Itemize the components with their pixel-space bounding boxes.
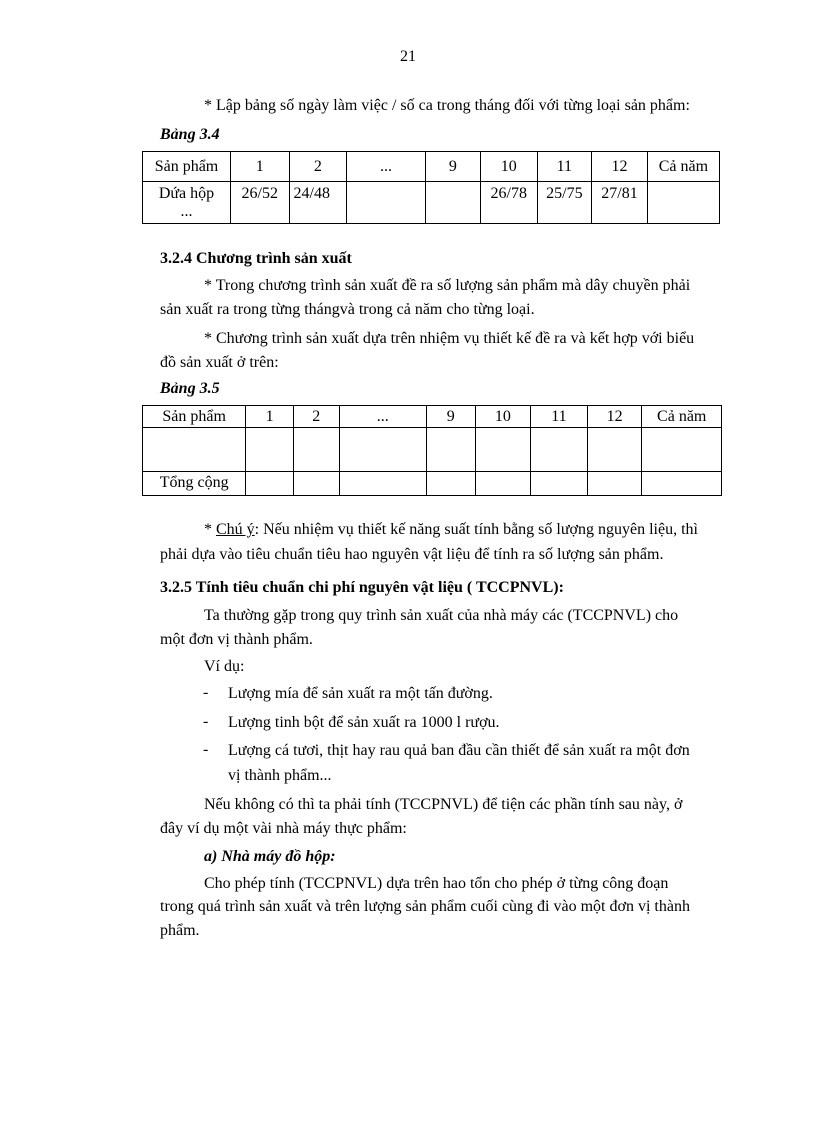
table-cell <box>293 472 339 496</box>
table-cell <box>587 472 642 496</box>
header-cell: 1 <box>230 152 289 182</box>
cell-text: ... <box>180 203 193 220</box>
table-cell <box>531 428 588 472</box>
table-3-4 <box>142 151 720 224</box>
header-cell: 10 <box>475 406 531 428</box>
list-item: Lượng tinh bột để sản xuất ra 1000 l rượu. <box>228 714 500 731</box>
header-cell: 11 <box>537 152 592 182</box>
example-label: Ví dụ: <box>204 658 245 675</box>
header-cell: Sản phẩm <box>143 152 231 182</box>
table-header-row <box>143 406 722 428</box>
header-cell: 1 <box>246 406 294 428</box>
subheading-canning-plant: a) Nhà máy đồ hộp: <box>204 848 336 865</box>
table-3-5 <box>142 405 722 496</box>
list-item-continued: vị thành phẩm... <box>228 767 332 784</box>
table-header-row <box>143 152 720 182</box>
paragraph-line: phẩm. <box>160 922 200 939</box>
table-row <box>143 182 720 224</box>
note-line <box>160 520 712 540</box>
header-cell: 12 <box>587 406 642 428</box>
note-prefix: * <box>204 521 216 538</box>
cell-text: Dứa hộp <box>158 185 215 202</box>
table-cell <box>246 428 294 472</box>
table-cell <box>587 428 642 472</box>
paragraph-line: đồ sản xuất ở trên: <box>160 354 279 371</box>
section-324-heading: 3.2.4 Chương trình sản xuất <box>160 250 352 267</box>
table-cell <box>647 182 719 224</box>
section-325-heading: 3.2.5 Tính tiêu chuẩn chi phí nguyên vật liệu ( TCCPNVL): <box>160 579 564 596</box>
table-cell <box>143 428 246 472</box>
table-cell: 25/75 <box>537 182 592 224</box>
table-cell <box>426 428 475 472</box>
table-cell <box>475 428 531 472</box>
table-cell: 26/78 <box>480 182 537 224</box>
paragraph-line: một đơn vị thành phẩm. <box>160 631 313 648</box>
table-cell <box>642 472 722 496</box>
header-cell: 12 <box>592 152 648 182</box>
paragraph-line: đây ví dụ một vài nhà máy thực phẩm: <box>160 820 407 837</box>
table2-caption: Bảng 3.5 <box>160 380 220 397</box>
bullet-dash: - <box>203 713 209 730</box>
header-cell: 2 <box>289 152 347 182</box>
table-cell: 26/52 <box>230 182 289 224</box>
bullet-dash: - <box>203 741 209 758</box>
header-cell: 11 <box>531 406 588 428</box>
header-cell: Cả năm <box>647 152 719 182</box>
table-row <box>143 428 722 472</box>
table-cell <box>531 472 588 496</box>
list-item: Lượng mía để sản xuất ra một tấn đường. <box>228 685 493 702</box>
paragraph-line: * Chương trình sản xuất dựa trên nhiệm vụ thiết kế đề ra và kết hợp với biểu <box>204 330 695 347</box>
header-cell: 10 <box>480 152 537 182</box>
table-cell: 24/48 <box>289 182 347 224</box>
total-label: Tổng cộng <box>143 472 246 496</box>
table-cell <box>475 472 531 496</box>
header-cell: ... <box>339 406 426 428</box>
paragraph-line: trong quá trình sản xuất và trên lượng sản phẩm cuối cùng đi vào một đơn vị thành <box>160 898 690 915</box>
note-text: : Nếu nhiệm vụ thiết kế năng suất tính bằng số lượng nguyên liệu, thì <box>254 521 698 538</box>
header-cell: 9 <box>425 152 480 182</box>
intro-line: * Lập bảng số ngày làm việc / số ca trong tháng đối với từng loại sản phẩm: <box>204 97 690 114</box>
header-cell: Cả năm <box>642 406 722 428</box>
table1-caption: Bảng 3.4 <box>160 126 220 143</box>
table-cell <box>426 472 475 496</box>
table-cell <box>339 428 426 472</box>
header-cell: 9 <box>426 406 475 428</box>
table-total-row <box>143 472 722 496</box>
table-cell <box>246 472 294 496</box>
list-item: Lượng cá tươi, thịt hay rau quả ban đầu cần thiết để sản xuất ra một đơn <box>228 742 690 759</box>
header-cell: Sản phẩm <box>143 406 246 428</box>
bullet-dash: - <box>203 684 209 701</box>
note-label: Chú ý <box>216 521 255 538</box>
table-cell <box>143 182 231 224</box>
header-cell: 2 <box>293 406 339 428</box>
paragraph-line: phải dựa vào tiêu chuẩn tiêu hao nguyên vật liệu để tính ra số lượng sản phẩm. <box>160 546 664 563</box>
paragraph-line: Nếu không có thì ta phải tính (TCCPNVL) để tiện các phần tính sau này, ở <box>204 796 683 813</box>
table-cell <box>425 182 480 224</box>
paragraph-line: sản xuất ra trong từng thángvà trong cả năm cho từng loại. <box>160 301 535 318</box>
page-number: 21 <box>400 48 416 65</box>
table-cell <box>642 428 722 472</box>
paragraph-line: Cho phép tính (TCCPNVL) dựa trên hao tổn cho phép ở từng công đoạn <box>204 875 669 892</box>
paragraph-line: * Trong chương trình sản xuất đề ra số lượng sản phẩm mà dây chuyền phải <box>204 277 691 294</box>
table-cell: 27/81 <box>592 182 648 224</box>
table-cell <box>293 428 339 472</box>
table-cell <box>347 182 426 224</box>
paragraph-line: Ta thường gặp trong quy trình sản xuất của nhà máy các (TCCPNVL) cho <box>204 607 679 624</box>
table-cell <box>339 472 426 496</box>
header-cell: ... <box>347 152 426 182</box>
